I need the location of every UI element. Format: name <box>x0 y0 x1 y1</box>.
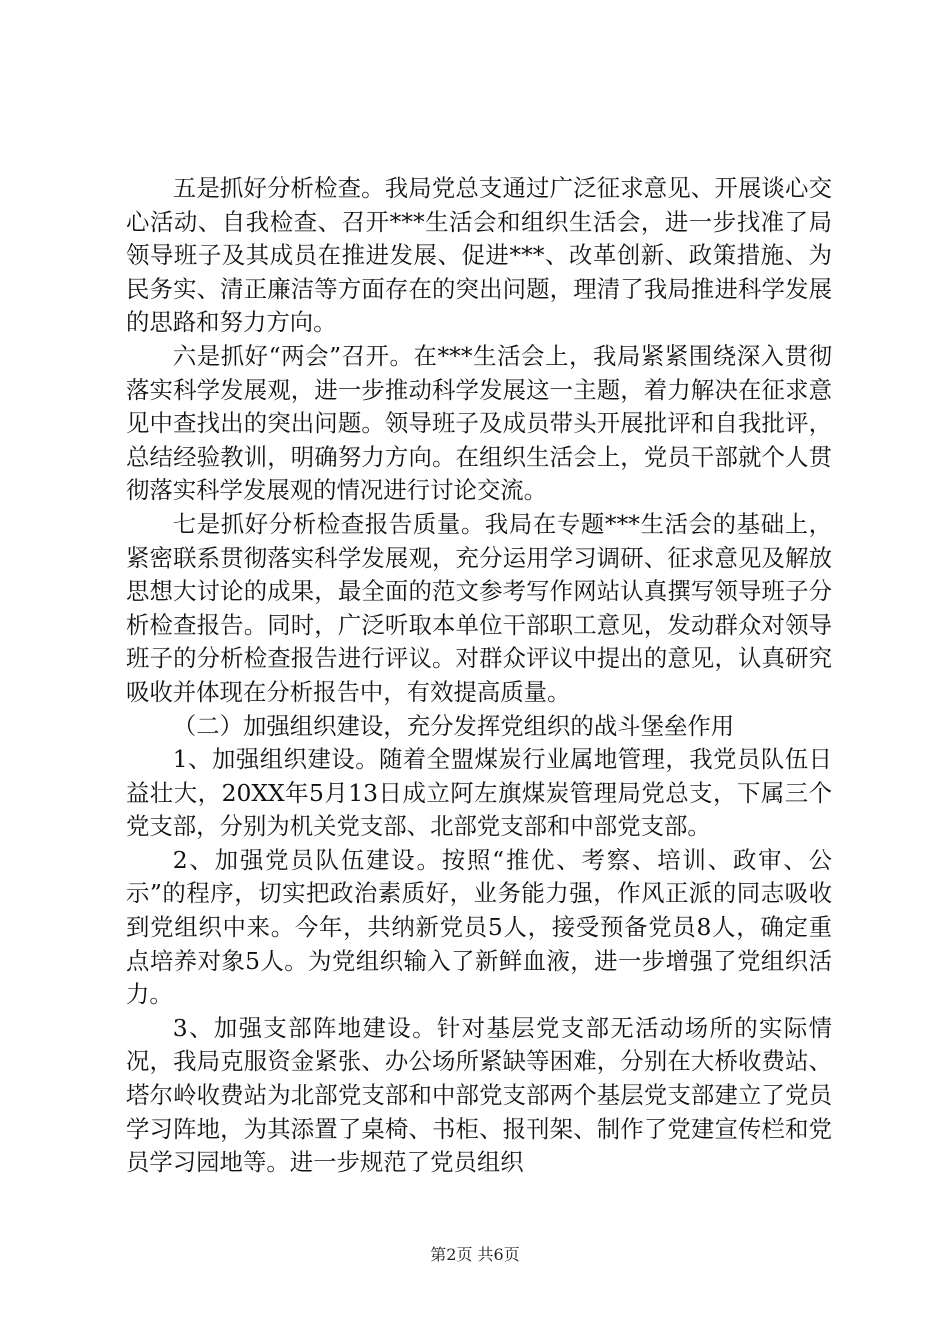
paragraph-organization-building: 1、加强组织建设。随着全盟煤炭行业属地管理，我党员队伍日益壮大，20XX年5月13日成立阿左旗煤炭管理局党总支，下属三个党支部，分别为机关党支部、北部党支部和中部党支部。 <box>126 745 832 841</box>
paragraph-analysis-check: 五是抓好分析检查。我局党总支通过广泛征求意见、开展谈心交心活动、自我检查、召开***生活会和组织生活会，进一步找准了局领导班子及其成员在推进发展、促进***、改革创新、政策措施、为民务实、清正廉洁等方面存在的突出问题，理清了我局推进科学发展的思路和努力方向。 <box>126 174 832 337</box>
document-body <box>126 172 832 1180</box>
paragraph-member-team-building: 2、加强党员队伍建设。按照“推优、考察、培训、政审、公示”的程序，切实把政治素质好，业务能力强，作风正派的同志吸收到党组织中来。今年，共纳新党员5人，接受预备党员8人，确定重点培养对象5人。为党组织输入了新鲜血液，进一步增强了党组织活力。 <box>126 845 832 1009</box>
section-heading: （二）加强组织建设，充分发挥党组织的战斗堡垒作用 <box>172 711 735 740</box>
paragraph-report-quality: 七是抓好分析检查报告质量。我局在专题***生活会的基础上，紧密联系贯彻落实科学发展观，充分运用学习调研、征求意见及解放思想大讨论的成果，最全面的范文参考写作网站认真撰写领导班子分析检查报告。同时，广泛听取本单位干部职工意见，发动群众对领导班子的分析检查报告进行评议。对群众评议中提出的意见，认真研究吸收并体现在分析报告中，有效提高质量。 <box>126 509 832 706</box>
paragraph-two-meetings: 六是抓好“两会”召开。在***生活会上，我局紧紧围绕深入贯彻落实科学发展观，进一步推动科学发展这一主题，着力解决在征求意见中查找出的突出问题。领导班子及成员带头开展批评和自我批评，总结经验教训，明确努力方向。在组织生活会上，党员干部就个人贯彻落实科学发展观的情况进行讨论交流。 <box>126 341 832 505</box>
paragraph-branch-base-building: 3、加强支部阵地建设。针对基层党支部无活动场所的实际情况，我局克服资金紧张、办公场所紧缺等困难，分别在大桥收费站、塔尔岭收费站为北部党支部和中部党支部两个基层党支部建立了党员学习阵地，为其添置了桌椅、书柜、报刊架、制作了党建宣传栏和党员学习园地等。进一步规范了党员组织 <box>126 1013 832 1177</box>
page-number-footer: 第2页 共6页 <box>430 1245 520 1264</box>
